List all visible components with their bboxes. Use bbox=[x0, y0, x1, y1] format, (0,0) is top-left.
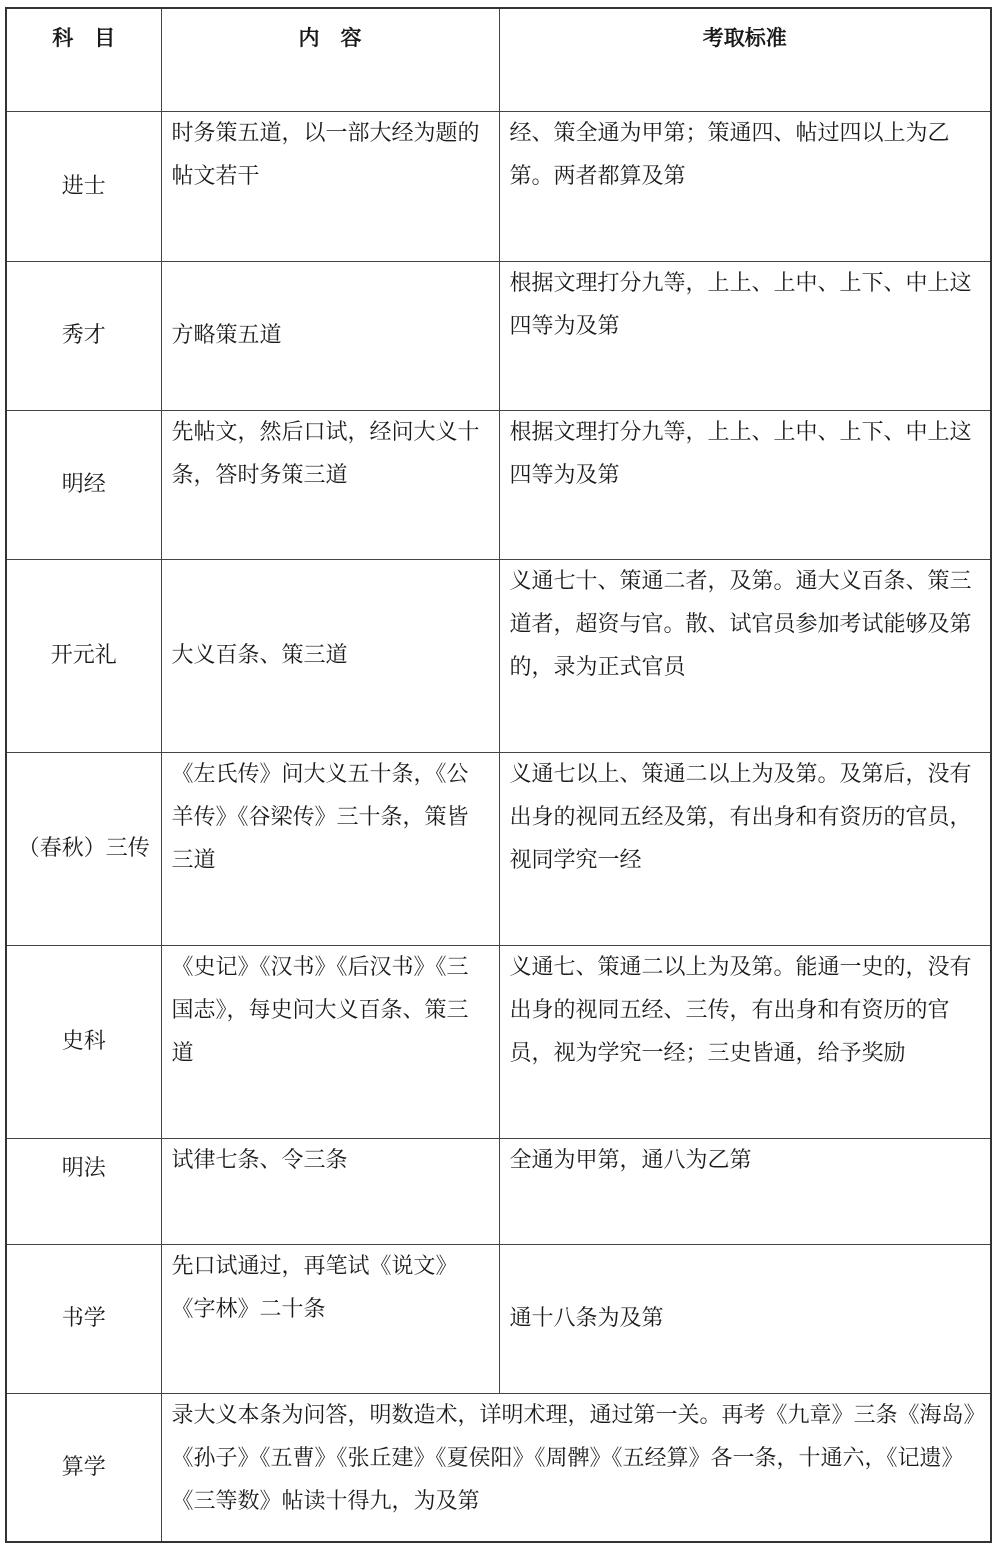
header-content: 内 容 bbox=[161, 8, 499, 111]
content-cell: 先口试通过，再笔试《说文》《字林》二十条 bbox=[161, 1244, 499, 1393]
criteria-cell: 经、策全通为甲第；策通四、帖过四以上为乙第。两者都算及第 bbox=[499, 111, 991, 261]
subject-cell: 进士 bbox=[6, 111, 161, 261]
table-row-jinshi bbox=[6, 111, 991, 261]
content-cell: 《左氏传》问大义五十条，《公羊传》《谷梁传》三十条，策皆三道 bbox=[161, 752, 499, 945]
criteria-cell: 义通七十、策通二者，及第。通大义百条、策三道者，超资与官。散、试官员参加考试能够及第的，录为正式官员 bbox=[499, 559, 991, 752]
content-cell: 大义百条、策三道 bbox=[161, 559, 499, 752]
table-row-mingjing bbox=[6, 410, 991, 559]
content-cell: 时务策五道，以一部大经为题的帖文若干 bbox=[161, 111, 499, 261]
criteria-cell: 义通七、策通二以上为及第。能通一史的，没有出身的视同五经、三传，有出身和有资历的官员，视为学究一经；三史皆通，给予奖励 bbox=[499, 945, 991, 1138]
merged-content-cell: 录大义本条为问答，明数造术，详明术理，通过第一关。再考《九章》三条《海岛》《孙子》《五曹》《张丘建》《夏侯阳》《周髀》《五经算》各一条，十通六，《记遗》《三等数》帖读十得九，为及第 bbox=[161, 1393, 991, 1542]
criteria-cell: 全通为甲第，通八为乙第 bbox=[499, 1138, 991, 1244]
header-row bbox=[6, 8, 991, 111]
table-row-kaiyuanli bbox=[6, 559, 991, 752]
subject-cell: 明经 bbox=[6, 410, 161, 559]
content-cell: 试律七条、令三条 bbox=[161, 1138, 499, 1244]
subject-cell: 书学 bbox=[6, 1244, 161, 1393]
table-row-shuxue bbox=[6, 1244, 991, 1393]
subject-cell: 史科 bbox=[6, 945, 161, 1138]
criteria-cell: 根据文理打分九等，上上、上中、上下、中上这四等为及第 bbox=[499, 410, 991, 559]
criteria-cell: 义通七以上、策通二以上为及第。及第后，没有出身的视同五经及第，有出身和有资历的官员，视同学究一经 bbox=[499, 752, 991, 945]
table-row-xiucai bbox=[6, 261, 991, 410]
criteria-cell: 根据文理打分九等，上上、上中、上下、中上这四等为及第 bbox=[499, 261, 991, 410]
subject-cell: 算学 bbox=[6, 1393, 161, 1542]
subject-cell: 开元礼 bbox=[6, 559, 161, 752]
header-subject: 科 目 bbox=[6, 8, 161, 111]
subject-cell: 明法 bbox=[6, 1138, 161, 1244]
table-row-suanxue bbox=[6, 1393, 991, 1542]
content-cell: 方略策五道 bbox=[161, 261, 499, 410]
table-row-shike bbox=[6, 945, 991, 1138]
exam-subjects-table bbox=[5, 7, 992, 1543]
content-cell: 先帖文，然后口试，经问大义十条，答时务策三道 bbox=[161, 410, 499, 559]
table-row-sanzhuan bbox=[6, 752, 991, 945]
criteria-cell: 通十八条为及第 bbox=[499, 1244, 991, 1393]
table-row-mingfa bbox=[6, 1138, 991, 1244]
header-criteria: 考取标准 bbox=[499, 8, 991, 111]
subject-cell: 秀才 bbox=[6, 261, 161, 410]
content-cell: 《史记》《汉书》《后汉书》《三国志》，每史问大义百条、策三道 bbox=[161, 945, 499, 1138]
subject-cell: （春秋）三传 bbox=[6, 752, 161, 945]
